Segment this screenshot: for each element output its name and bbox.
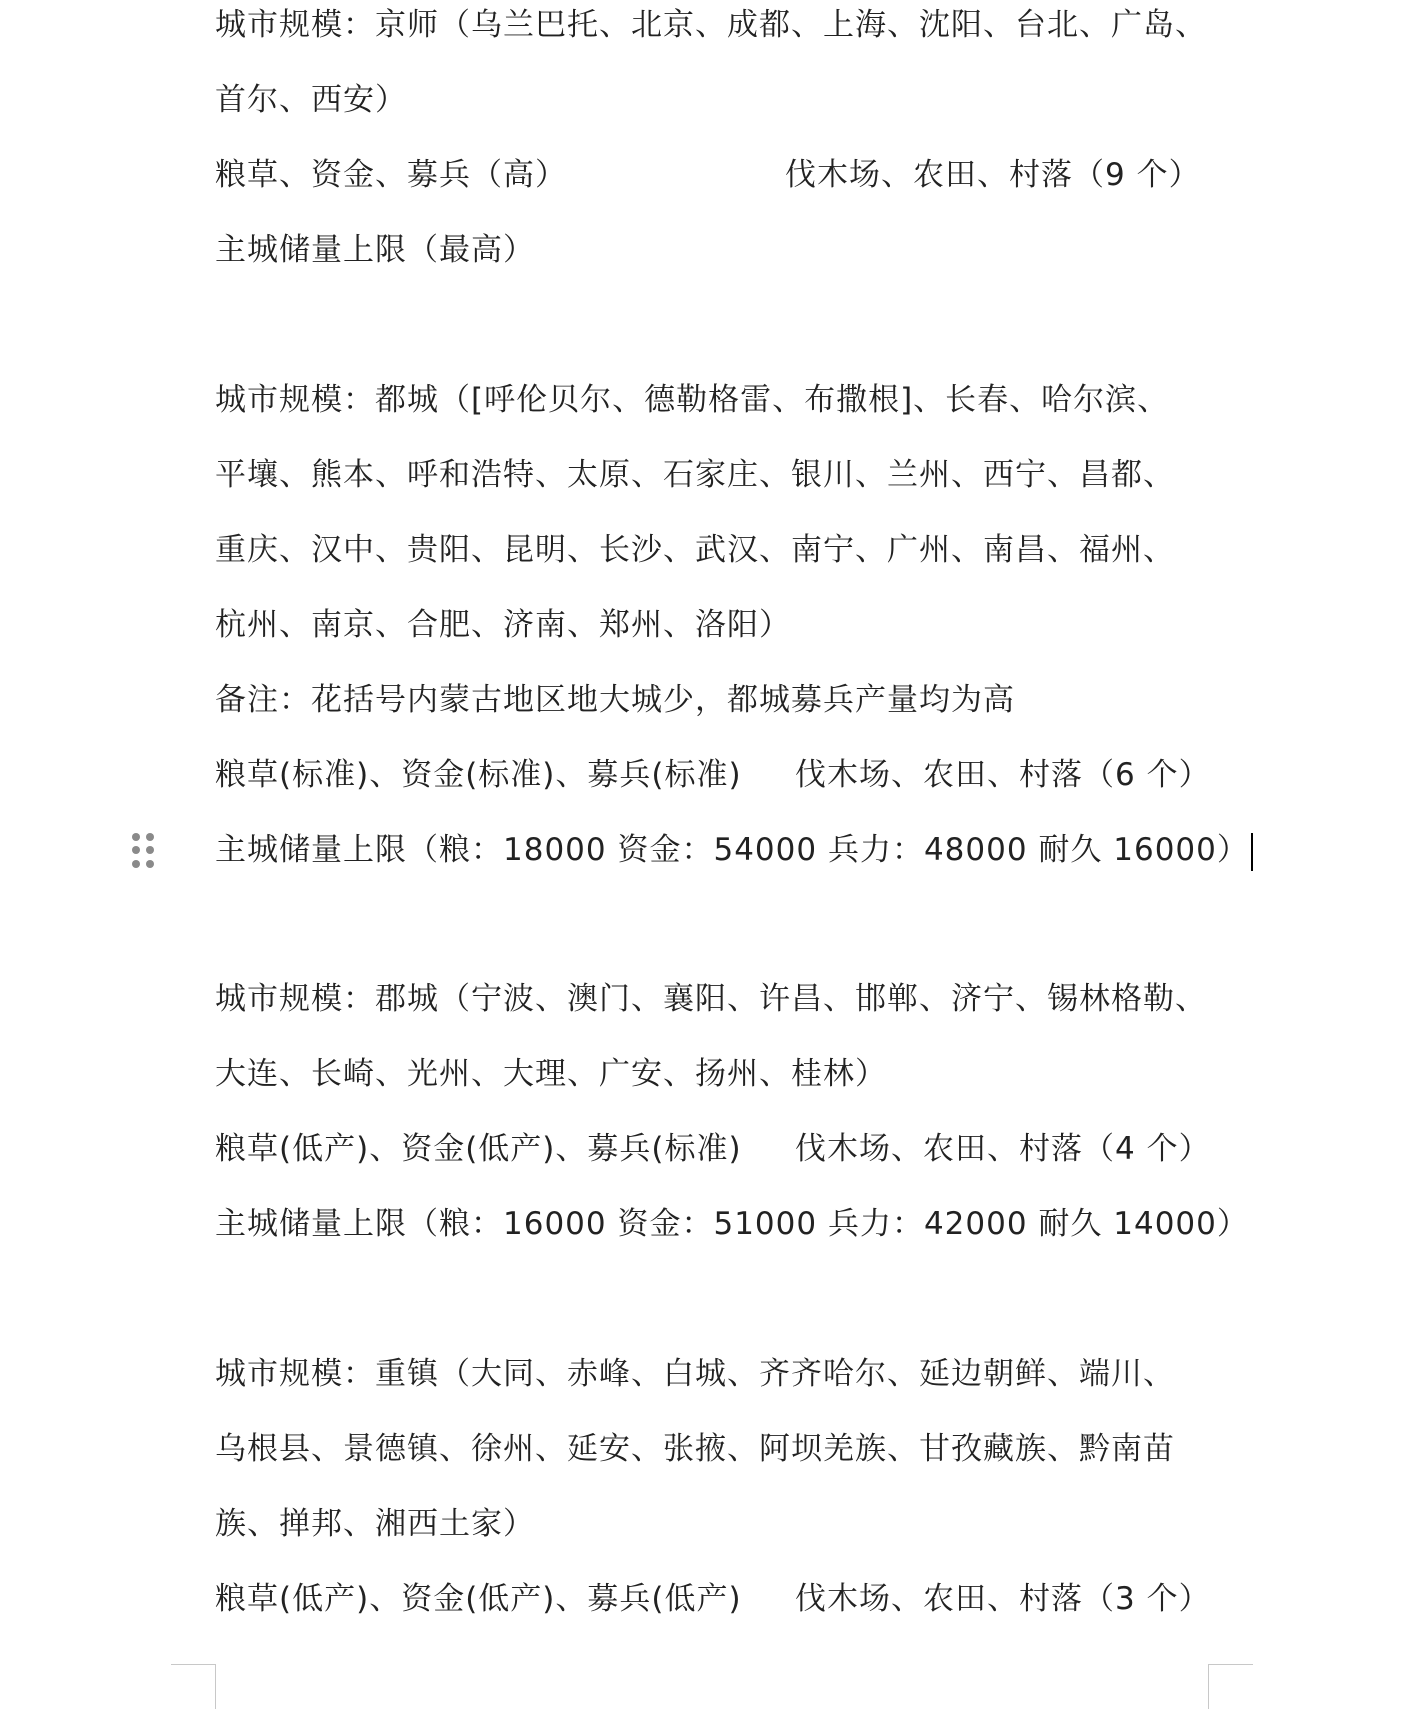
facility-count[interactable]: 伐木场、农田、村落（9 个） (785, 157, 1201, 193)
text-cursor (1251, 833, 1253, 871)
text-line[interactable]: 大连、长崎、光州、大理、广安、扬州、桂林） (215, 1056, 887, 1092)
facility-count[interactable]: 伐木场、农田、村落（4 个） (795, 1131, 1211, 1167)
resource-output[interactable]: 粮草(低产)、资金(低产)、募兵(标准) (215, 1131, 742, 1167)
storage-limit[interactable]: 主城储量上限（最高） (215, 232, 535, 268)
text-line[interactable]: 杭州、南京、合肥、济南、郑州、洛阳） (215, 607, 791, 643)
resource-line[interactable] (215, 138, 1215, 213)
page-corner-mark-right (1208, 1664, 1253, 1709)
text-line[interactable]: 族、掸邦、湘西土家） (215, 1506, 535, 1542)
text-line[interactable]: 平壤、熊本、呼和浩特、太原、石家庄、银川、兰州、西宁、昌都、 (215, 457, 1175, 493)
storage-limit[interactable]: 主城储量上限（粮：18000 资金：54000 兵力：48000 耐久 16000） (215, 832, 1249, 868)
drag-handle-icon[interactable] (132, 833, 154, 869)
section-prefecture[interactable] (215, 962, 1249, 1262)
resource-line[interactable] (215, 1112, 1215, 1187)
text-line[interactable]: 重庆、汉中、贵阳、昆明、长沙、武汉、南宁、广州、南昌、福州、 (215, 532, 1175, 568)
text-line[interactable]: 城市规模：郡城（宁波、澳门、襄阳、许昌、邯郸、济宁、锡林格勒、 (215, 981, 1207, 1017)
facility-count[interactable]: 伐木场、农田、村落（6 个） (795, 757, 1211, 793)
page-corner-mark-left (171, 1664, 216, 1709)
text-line[interactable]: 城市规模：都城（[呼伦贝尔、德勒格雷、布撒根]、长春、哈尔滨、 (215, 382, 1170, 418)
text-line[interactable]: 城市规模：京师（乌兰巴托、北京、成都、上海、沈阳、台北、广岛、 (215, 7, 1207, 43)
note-line[interactable]: 备注：花括号内蒙古地区地大城少，都城募兵产量均为高 (215, 682, 1015, 718)
resource-line[interactable] (215, 1562, 1215, 1637)
section-metropolis[interactable] (215, 363, 1249, 888)
resource-line[interactable] (215, 738, 1215, 813)
section-town[interactable] (215, 1337, 1215, 1637)
text-line[interactable]: 首尔、西安） (215, 82, 407, 118)
text-line[interactable]: 城市规模：重镇（大同、赤峰、白城、齐齐哈尔、延边朝鲜、端川、 (215, 1356, 1175, 1392)
resource-output[interactable]: 粮草、资金、募兵（高） (215, 157, 567, 193)
text-line[interactable]: 乌根县、景德镇、徐州、延安、张掖、阿坝羌族、甘孜藏族、黔南苗 (215, 1431, 1175, 1467)
resource-output[interactable]: 粮草(低产)、资金(低产)、募兵(低产) (215, 1581, 742, 1617)
resource-output[interactable]: 粮草(标准)、资金(标准)、募兵(标准) (215, 757, 742, 793)
facility-count[interactable]: 伐木场、农田、村落（3 个） (795, 1581, 1211, 1617)
section-capital[interactable] (215, 0, 1215, 288)
storage-limit[interactable]: 主城储量上限（粮：16000 资金：51000 兵力：42000 耐久 14000） (215, 1206, 1249, 1242)
storage-limit-line[interactable] (215, 813, 1249, 888)
